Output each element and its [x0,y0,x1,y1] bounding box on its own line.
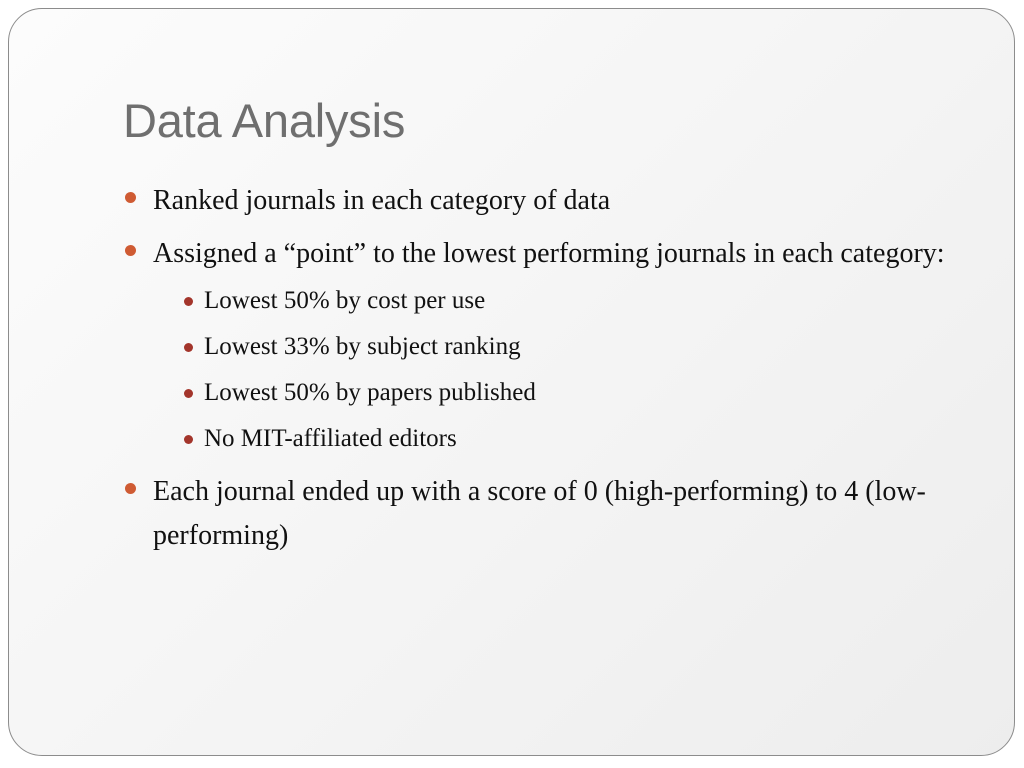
sub-bullet-item [184,378,985,408]
sub-bullet-item [184,332,985,362]
bullet-text: Each journal ended up with a score of 0 (high-performing) to 4 (low-performing) [153,476,926,551]
bullet-dot-icon [125,245,136,256]
sub-bullet-dot-icon [184,297,193,306]
bullet-text: Ranked journals in each category of data [153,185,611,216]
sub-bullet-dot-icon [184,435,193,444]
bullet-dot-icon [125,483,136,494]
sub-bullet-text: Lowest 50% by papers published [204,379,536,406]
sub-bullet-list [184,286,985,454]
sub-bullet-text: Lowest 33% by subject ranking [204,333,521,360]
bullet-item-ranked-journals [125,179,985,223]
bullet-item-assigned-point [125,232,985,454]
slide-frame [8,8,1015,756]
sub-bullet-dot-icon [184,343,193,352]
bullet-item-journal-score [125,470,985,558]
sub-bullet-dot-icon [184,389,193,398]
slide-content [125,179,985,567]
sub-bullet-text: No MIT-affiliated editors [204,425,457,452]
bullet-text: Assigned a “point” to the lowest performing journals in each category: [153,238,945,269]
bullet-dot-icon [125,192,136,203]
sub-bullet-item [184,286,985,316]
slide-title: Data Analysis [123,94,406,147]
sub-bullet-item [184,424,985,454]
sub-bullet-text: Lowest 50% by cost per use [204,287,486,314]
